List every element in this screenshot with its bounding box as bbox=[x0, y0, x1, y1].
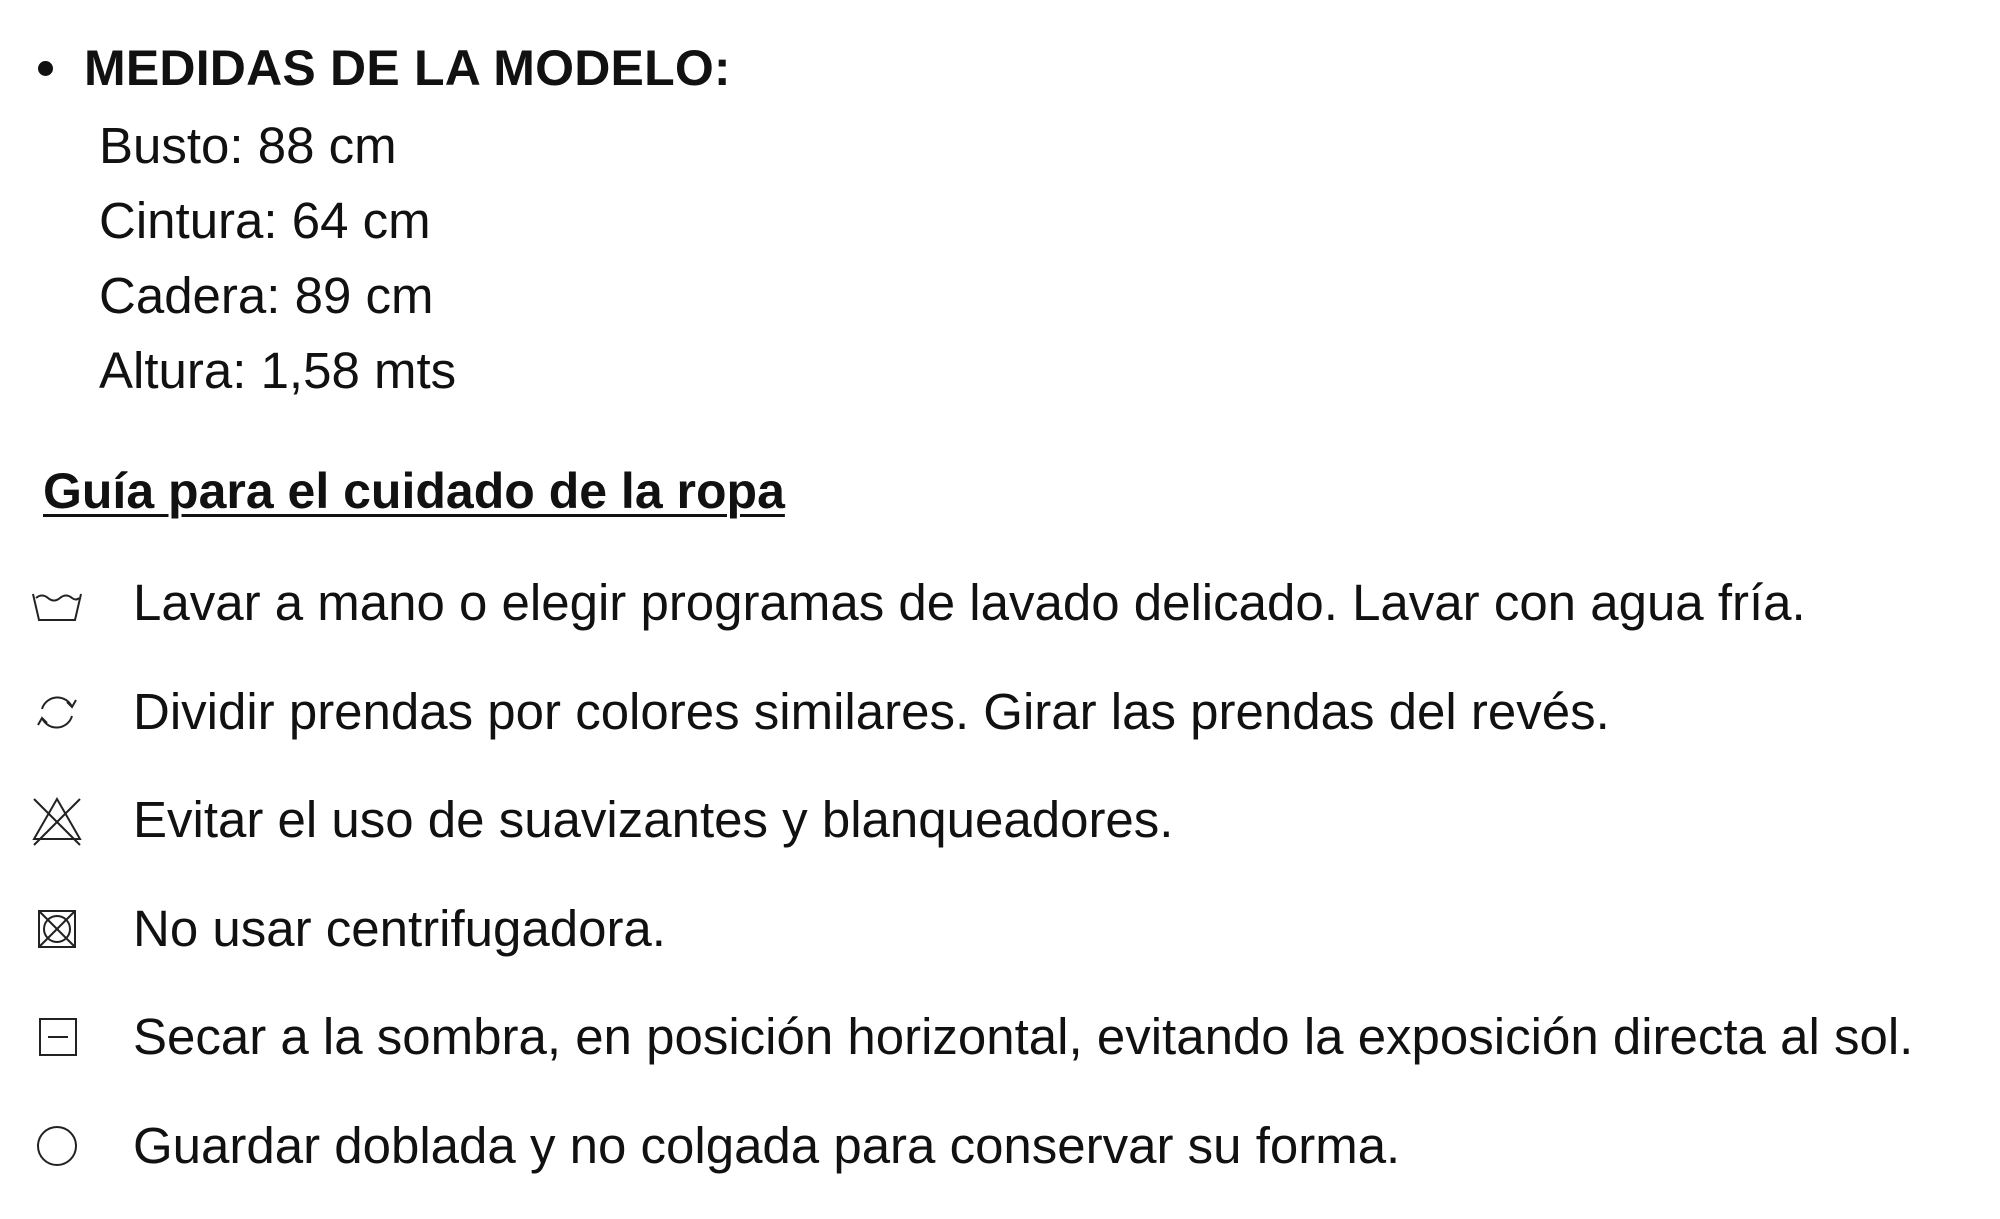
model-measurements bbox=[38, 28, 731, 408]
care-text-store-folded: Guardar doblada y no colgada para conservar su forma. bbox=[133, 1111, 1400, 1181]
care-item-no-bleach bbox=[0, 785, 2000, 894]
care-item-no-spin bbox=[0, 894, 2000, 1003]
care-text-no-spin: No usar centrifugadora. bbox=[133, 894, 666, 964]
measurement-hip: Cadera: 89 cm bbox=[99, 258, 731, 333]
care-item-store-folded bbox=[0, 1111, 2000, 1219]
measurements-heading-row bbox=[38, 28, 731, 108]
measurements-heading: MEDIDAS DE LA MODELO: bbox=[84, 39, 731, 97]
care-item-dry-flat bbox=[0, 1002, 2000, 1111]
measurements-list bbox=[38, 108, 731, 408]
dry-flat-shade-icon bbox=[30, 1010, 84, 1064]
care-text-hand-wash: Lavar a mano o elegir programas de lavado delicado. Lavar con agua fría. bbox=[133, 568, 1806, 638]
store-folded-icon bbox=[30, 1119, 84, 1173]
care-text-dry-flat: Secar a la sombra, en posición horizontal, evitando la exposición directa al sol. bbox=[133, 1002, 1913, 1072]
care-item-sort-colors bbox=[0, 677, 2000, 786]
care-instructions-list bbox=[0, 568, 2000, 1219]
care-guide-title: Guía para el cuidado de la ropa bbox=[43, 462, 785, 520]
measurement-height: Altura: 1,58 mts bbox=[99, 333, 731, 408]
care-item-hand-wash bbox=[0, 568, 2000, 677]
care-text-sort-colors: Dividir prendas por colores similares. Girar las prendas del revés. bbox=[133, 677, 1610, 747]
sort-colors-icon bbox=[30, 685, 84, 739]
do-not-bleach-icon bbox=[30, 793, 84, 847]
do-not-tumble-dry-icon bbox=[30, 902, 84, 956]
measurement-bust: Busto: 88 cm bbox=[99, 108, 731, 183]
care-text-no-bleach: Evitar el uso de suavizantes y blanqueadores. bbox=[133, 785, 1173, 855]
hand-wash-icon bbox=[30, 576, 84, 630]
measurement-waist: Cintura: 64 cm bbox=[99, 183, 731, 258]
bullet-icon bbox=[38, 61, 53, 76]
